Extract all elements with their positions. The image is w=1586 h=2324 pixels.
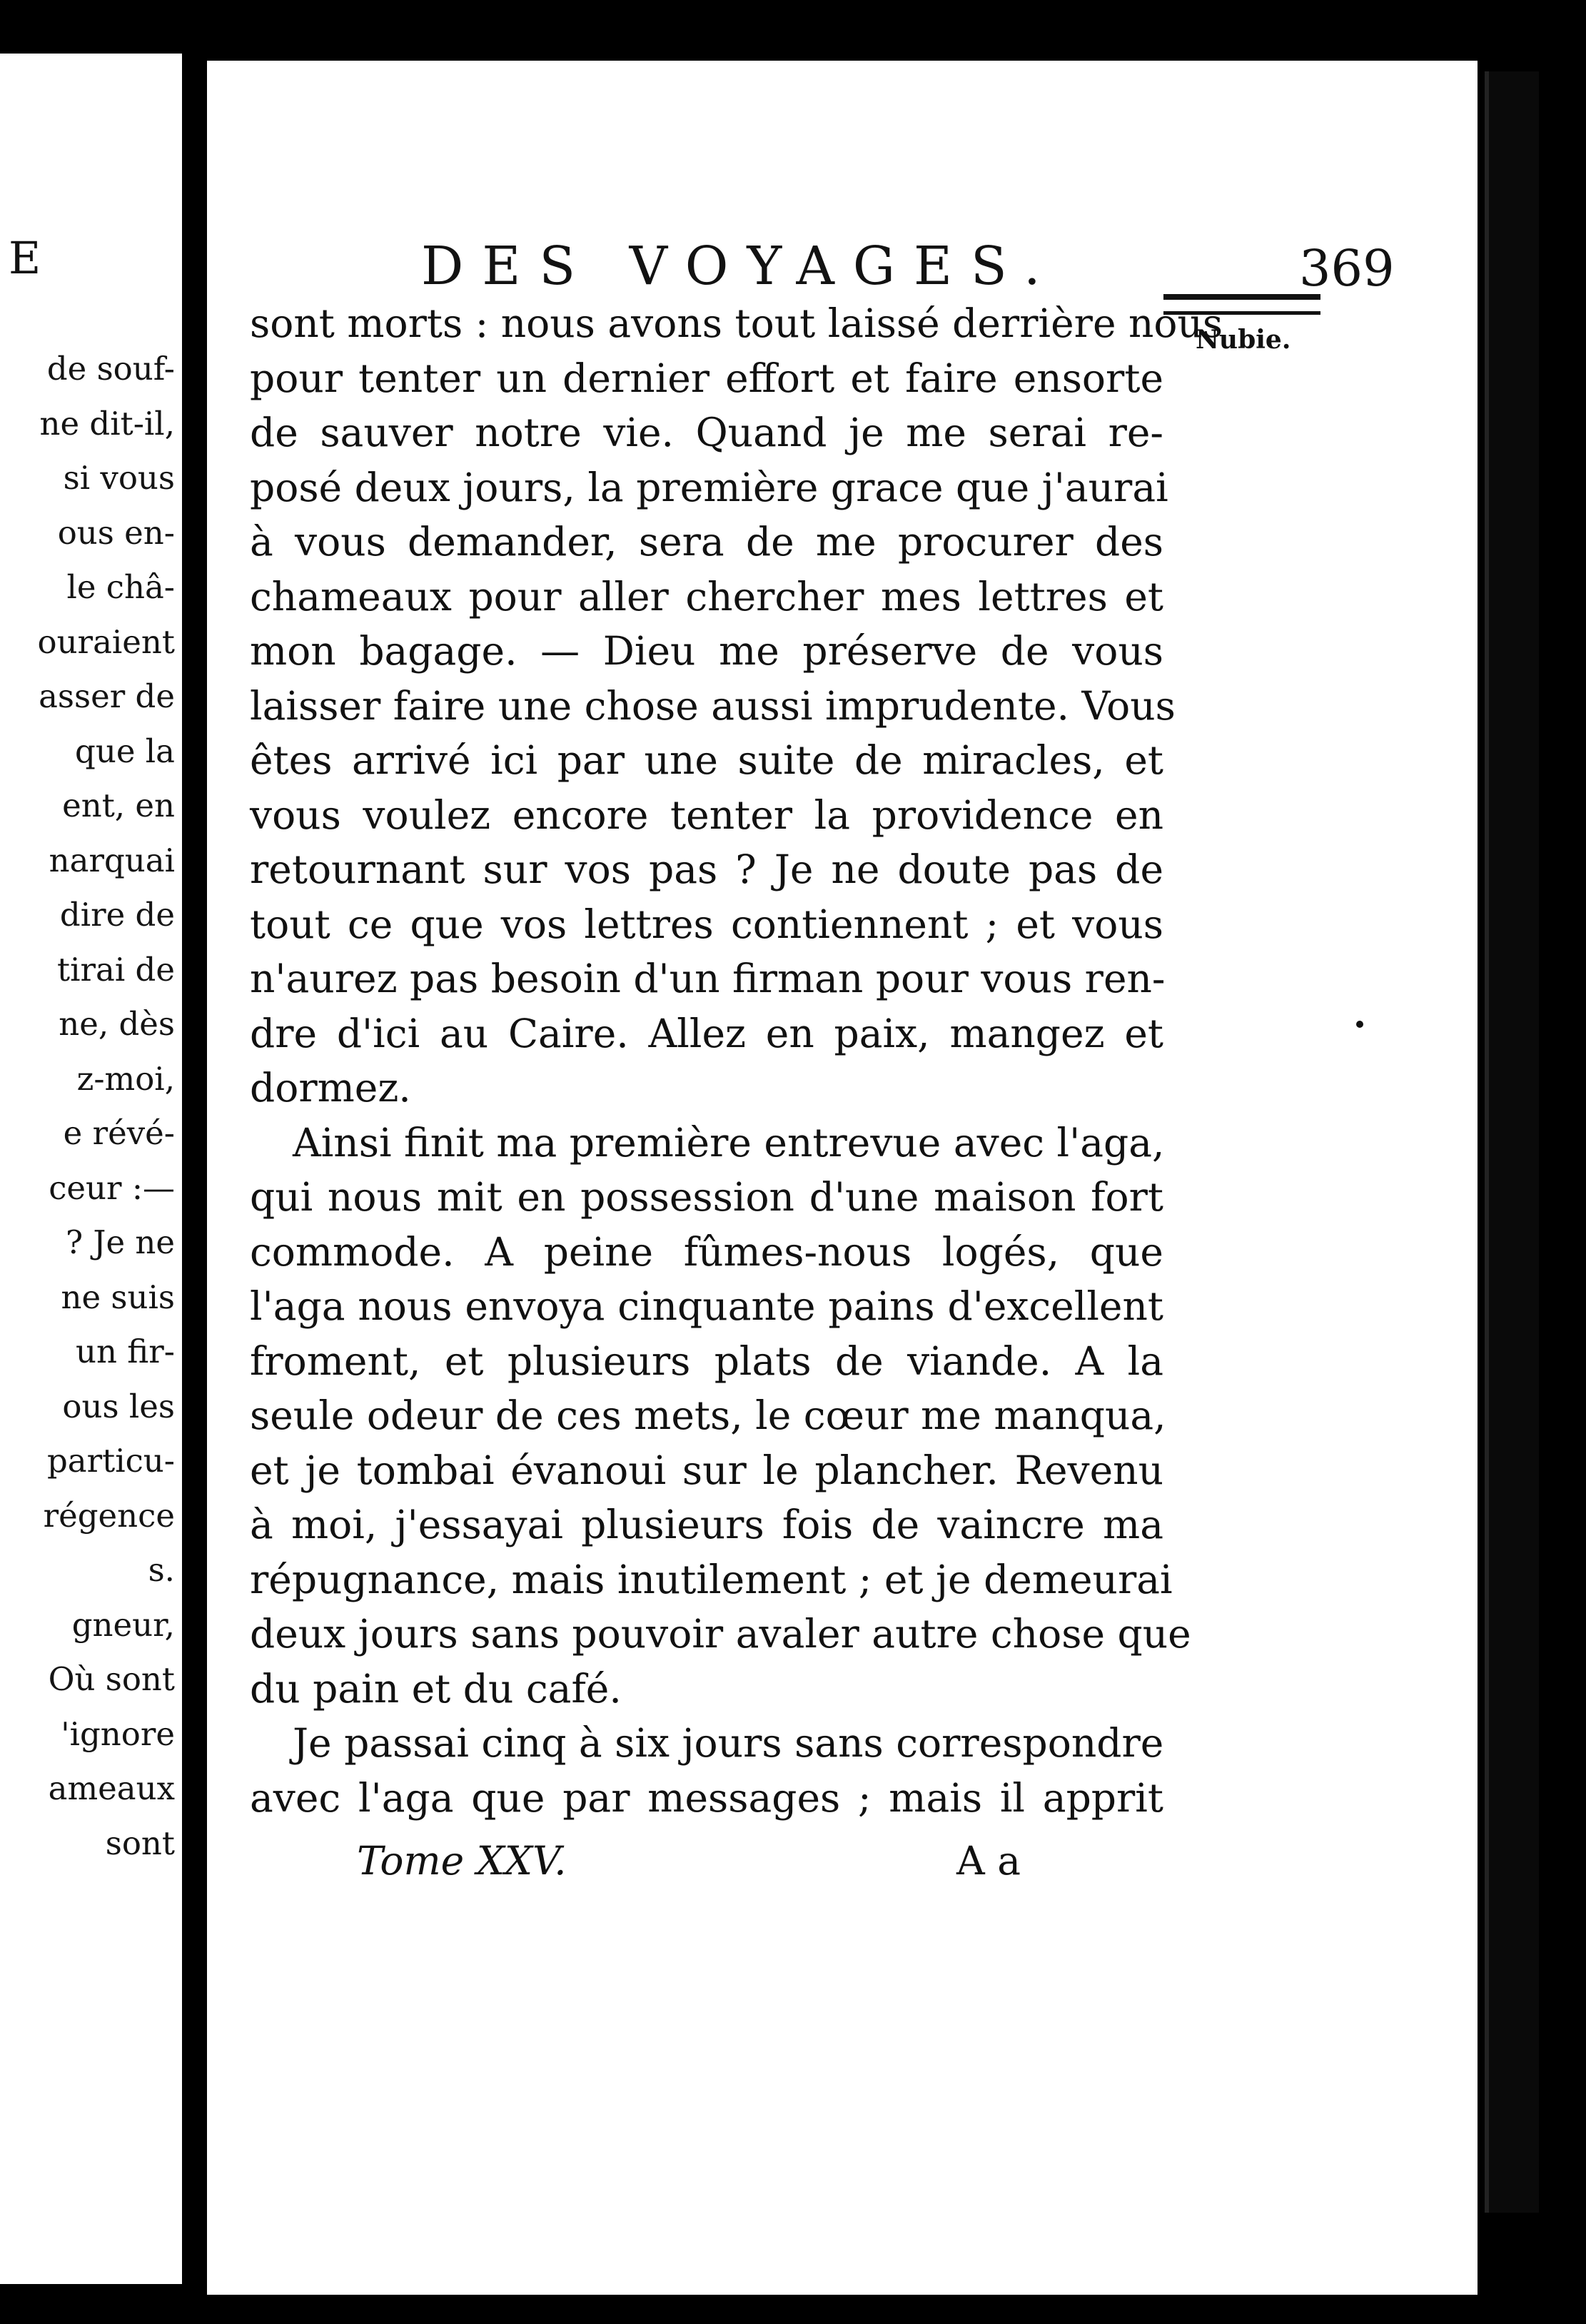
page-number: 369	[1299, 239, 1395, 298]
left-page-line: tirai de	[57, 950, 175, 989]
text-line: posé deux jours, la première grace que j'aurai	[250, 464, 1168, 510]
left-page-line: ous en-	[57, 513, 175, 552]
text-line: retournant sur vos pas ? Je ne doute pas de	[250, 847, 1163, 892]
left-page-line: gneur,	[71, 1605, 175, 1644]
left-page-line: ameaux	[48, 1769, 175, 1807]
left-page-line: si vous	[63, 459, 175, 497]
left-page-fragment	[0, 54, 182, 2284]
text-line: qui nous mit en possession d'une maison fort	[250, 1174, 1163, 1220]
text-line: l'aga nous envoya cinquante pains d'excellent	[250, 1283, 1163, 1329]
text-line: sont morts : nous avons tout laissé derrière nous	[250, 300, 1223, 346]
text-line: vous voulez encore tenter la providence en	[250, 792, 1163, 838]
text-line: avec l'aga que par messages ; mais il apprit	[250, 1774, 1163, 1821]
left-page-line: ne suis	[61, 1278, 175, 1316]
text-line: êtes arrivé ici par une suite de miracles, et	[250, 737, 1163, 783]
text-line: dre d'ici au Caire. Allez en paix, mangez et	[250, 1010, 1163, 1056]
text-line: tout ce que vos lettres contiennent ; et vous	[250, 901, 1163, 947]
left-page-line: ent, en	[62, 787, 175, 824]
left-page-line: asser de	[39, 677, 175, 715]
left-page-line: z-moi,	[76, 1059, 175, 1098]
left-page-line: le châ-	[66, 568, 175, 606]
left-page-line: particu-	[46, 1442, 175, 1480]
left-page-line: ous les	[62, 1387, 175, 1425]
left-page-line: Où sont	[48, 1660, 175, 1698]
left-page-line: ouraient	[37, 622, 175, 661]
text-line: Je passai cinq à six jours sans correspondre	[293, 1720, 1164, 1766]
running-head-title: DES VOYAGES.	[421, 236, 1059, 297]
left-page-line: de souf-	[46, 350, 175, 388]
text-line: mon bagage. — Dieu me préserve de vous	[250, 628, 1163, 674]
text-line: et je tombai évanoui sur le plancher. Revenu	[250, 1447, 1163, 1493]
left-page-line: ne dit-il,	[39, 404, 175, 443]
signature-line	[357, 1838, 1071, 1895]
text-line: chameaux pour aller chercher mes lettres et	[250, 573, 1163, 620]
left-page-line: ? Je ne	[65, 1223, 175, 1261]
ink-speck	[1356, 1021, 1363, 1028]
left-page-line: s.	[148, 1551, 175, 1589]
left-page-line: un fir-	[76, 1333, 175, 1370]
text-line: Ainsi finit ma première entrevue avec l'aga,	[293, 1119, 1165, 1166]
text-line: du pain et du café.	[250, 1665, 622, 1712]
left-page-running-head: E	[9, 232, 43, 284]
text-line: seule odeur de ces mets, le cœur me manqua,	[250, 1393, 1166, 1438]
text-line: dormez.	[250, 1065, 411, 1111]
text-line: n'aurez pas besoin d'un firman pour vous ren-	[250, 956, 1166, 1001]
body-text	[250, 296, 1223, 1825]
text-line: à moi, j'essayai plusieurs fois de vaincre ma	[250, 1502, 1163, 1547]
text-line: à vous demander, sera de me procurer des	[250, 519, 1163, 565]
left-page-line: ne, dès	[59, 1005, 175, 1043]
left-page-line: régence	[43, 1496, 175, 1535]
margin-note: Nubie.	[1196, 325, 1291, 355]
text-line: commode. A peine fûmes-nous logés, que	[250, 1228, 1163, 1275]
left-page-line: dire de	[59, 896, 175, 934]
text-line: froment, et plusieurs plats de viande. A la	[250, 1338, 1163, 1384]
left-page-line: ceur :—	[49, 1168, 175, 1207]
left-page-line: sont	[105, 1824, 175, 1862]
text-line: de sauver notre vie. Quand je me serai re-	[250, 410, 1163, 455]
left-page-line: 'ignore	[61, 1714, 175, 1753]
left-page-line: e révé-	[63, 1114, 175, 1152]
book-spine	[1485, 71, 1539, 2213]
text-line: répugnance, mais inutilement ; et je demeurai	[250, 1556, 1173, 1602]
signature-mark: A a	[956, 1838, 1021, 1884]
text-line: deux jours sans pouvoir avaler autre chose que	[250, 1611, 1191, 1657]
running-head	[214, 171, 1395, 298]
left-page-line: que la	[75, 732, 175, 770]
left-page-line: narquai	[49, 841, 175, 879]
volume-label: Tome XXV.	[357, 1838, 567, 1884]
text-line: laisser faire une chose aussi imprudente. Vous	[250, 682, 1176, 729]
text-line: pour tenter un dernier effort et faire ensorte	[250, 355, 1163, 401]
